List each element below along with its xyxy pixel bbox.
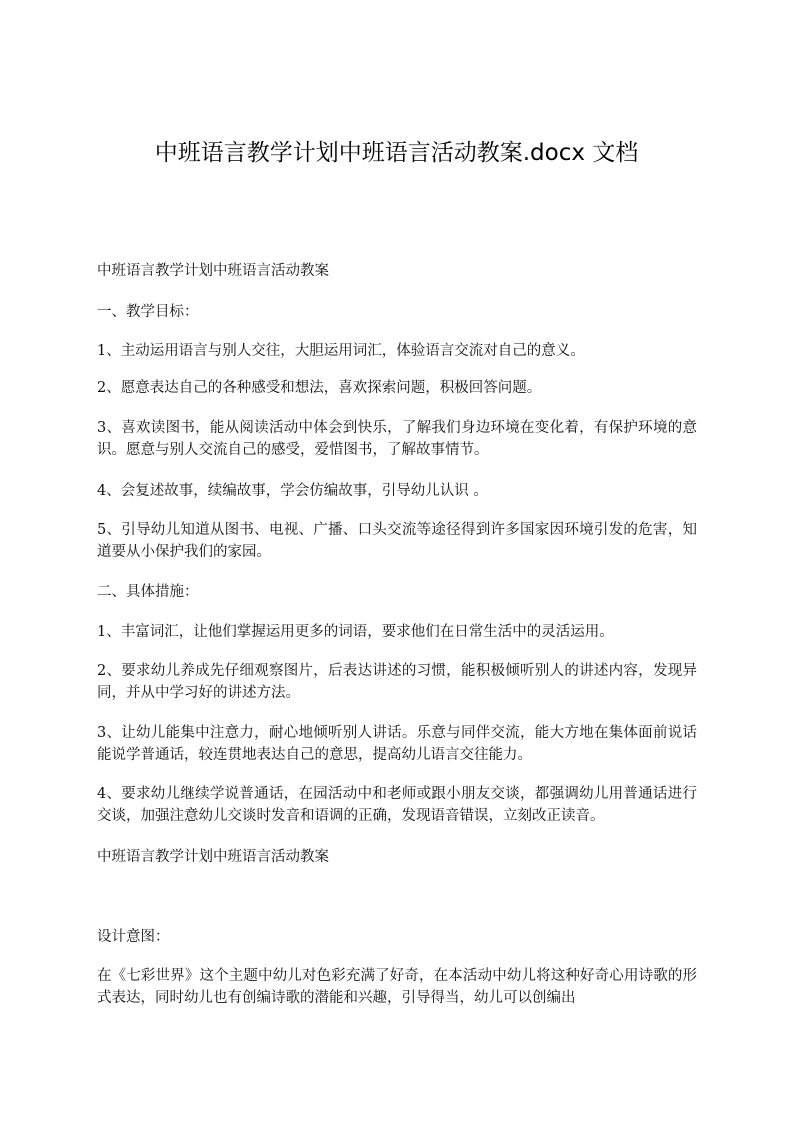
measure-item-3: 3、让幼儿能集中注意力，耐心地倾听别人讲话。乐意与同伴交流，能大方地在集体面前说话能说学普通话，较连贯地表达自己的意思，提高幼儿语言交往能力。 [97,725,697,763]
goal-item-2: 2、愿意表达自己的各种感受和想法，喜欢探索问题，积极回答问题。 [97,380,542,396]
section-heading-measures: 二、具体措施： [97,584,199,600]
paragraph-heading-repeat: 中班语言教学计划中班语言活动教案 [97,849,329,865]
section-heading-goals: 一、教学目标： [97,304,199,320]
section-heading-design-intent: 设计意图： [97,929,170,945]
measure-item-4: 4、要求幼儿继续学说普通话，在园活动中和老师或跟小朋友交谈，都强调幼儿用普通话进行交谈，加强注意幼儿交谈时发音和语调的正确，发现语音错误，立刻改正读音。 [97,786,697,824]
document-title: 中班语言教学计划中班语言活动教案.docx 文档 [154,140,639,166]
measure-item-1: 1、丰富词汇，让他们掌握运用更多的词语，要求他们在日常生活中的灵活运用。 [97,624,614,640]
goal-item-3: 3、喜欢读图书，能从阅读活动中体会到快乐，了解我们身边环境在变化着，有保护环境的意识。愿意与别人交流自己的感受，爱惜图书，了解故事情节。 [97,420,697,458]
goal-item-5: 5、引导幼儿知道从图书、电视、广播、口头交流等途径得到许多国家因环境引发的危害，知道要从小保护我们的家园。 [97,522,697,560]
goal-item-4: 4、会复述故事，续编故事，学会仿编故事，引导幼儿认识 。 [97,483,488,499]
design-intent-paragraph: 在《七彩世界》这个主题中幼儿对色彩充满了好奇，在本活动中幼儿将这种好奇心用诗歌的形式表达，同时幼儿也有创编诗歌的潜能和兴趣，引导得当，幼儿可以创编出 [97,968,697,1006]
goal-item-1: 1、主动运用语言与别人交往，大胆运用词汇，体验语言交流对自己的意义。 [97,343,585,359]
paragraph-heading: 中班语言教学计划中班语言活动教案 [97,263,329,279]
measure-item-2: 2、要求幼儿养成先仔细观察图片，后表达讲述的习惯，能积极倾听别人的讲述内容，发现异同，并从中学习好的讲述方法。 [97,663,697,701]
